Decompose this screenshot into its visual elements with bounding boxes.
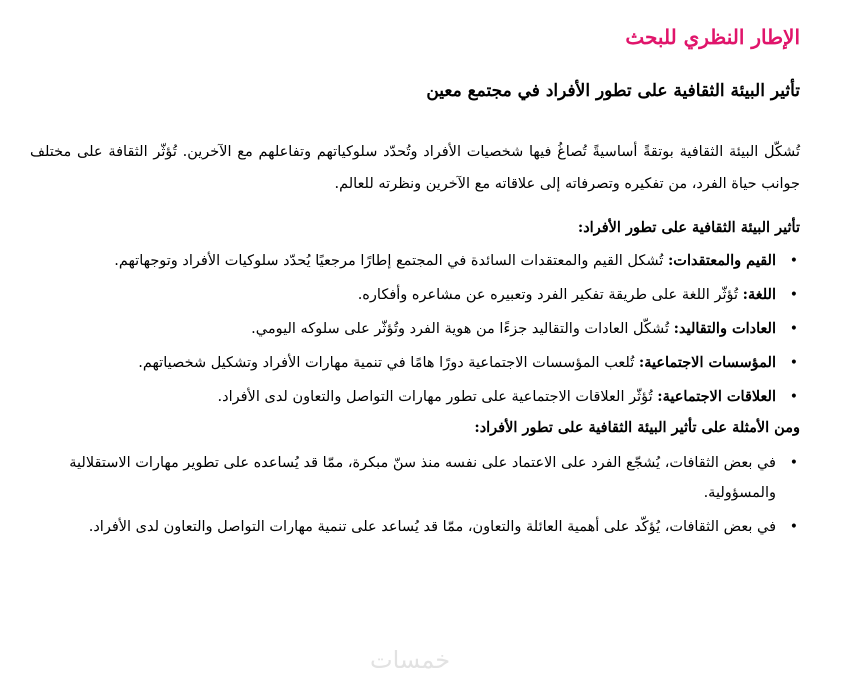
item-text: تُشكل القيم والمعتقدات السائدة في المجتمع إطارًا مرجعيًا يُحدّد سلوكيات الأفراد وتوجهاتهم. [114, 253, 668, 269]
item-term: القيم والمعتقدات: [667, 252, 776, 269]
item-term: العلاقات الاجتماعية: [657, 388, 776, 405]
item-text: تُؤثّر اللغة على طريقة تفكير الفرد وتعبيره عن مشاعره وأفكاره. [357, 287, 743, 303]
watermark-logo: خمسات [370, 646, 451, 674]
bullet-icon: • [789, 287, 798, 303]
item-term: العادات والتقاليد: [673, 320, 776, 337]
sub-heading: تأثير البيئة الثقافية على تطور الأفراد في مجتمع معين [426, 81, 800, 101]
list-item [30, 382, 798, 412]
item-text: تُشكّل العادات والتقاليد جزءًا من هوية الفرد وتُؤثّر على سلوكه اليومي. [251, 321, 674, 337]
list-item [30, 512, 798, 542]
bullet-icon: • [789, 389, 798, 405]
main-heading: الإطار النظري للبحث [625, 25, 800, 49]
bullet-icon: • [789, 355, 798, 371]
section-title-examples: ومن الأمثلة على تأثير البيئة الثقافية على تطور الأفراد: [474, 419, 800, 436]
item-text: في بعض الثقافات، يُشجّع الفرد على الاعتماد على نفسه منذ سنّ مبكرة، ممّا قد يُساعده على تطوير مهارات الاستقلالية والمسؤولية. [69, 455, 776, 501]
list-item [30, 246, 798, 276]
bullet-icon: • [789, 455, 798, 471]
list-item [30, 314, 798, 344]
item-text: تُلعب المؤسسات الاجتماعية دورًا هامًا في تنمية مهارات الأفراد وتشكيل شخصياتهم. [138, 355, 639, 371]
document-page [30, 0, 800, 546]
item-text: في بعض الثقافات، يُؤكّد على أهمية العائلة والتعاون، ممّا قد يُساعد على تنمية مهارات التواصل والتعاون لدى الأفراد. [88, 519, 776, 535]
list-item [30, 448, 798, 508]
intro-paragraph: تُشكّل البيئة الثقافية بوتقةً أساسيةً تُصاغُ فيها شخصيات الأفراد وتُحدّد سلوكياتهم وتفاعلهم مع الآخرين. تُؤثّر الثقافة على مختلف جوانب حياة الفرد، من تفكيره وتصرفاته إلى علاقاته مع الآخرين ونظرته للعالم. [30, 144, 800, 192]
item-term: اللغة: [742, 286, 776, 303]
bullet-icon: • [789, 253, 798, 269]
effects-list [30, 246, 800, 412]
item-text: تُؤثّر العلاقات الاجتماعية على تطور مهارات التواصل والتعاون لدى الأفراد. [217, 389, 658, 405]
bullet-icon: • [789, 519, 798, 535]
list-item [30, 280, 798, 310]
item-term: المؤسسات الاجتماعية: [638, 354, 776, 371]
examples-list [30, 448, 800, 542]
section-title-effects: تأثير البيئة الثقافية على تطور الأفراد: [577, 219, 800, 236]
list-item [30, 348, 798, 378]
bullet-icon: • [789, 321, 798, 337]
